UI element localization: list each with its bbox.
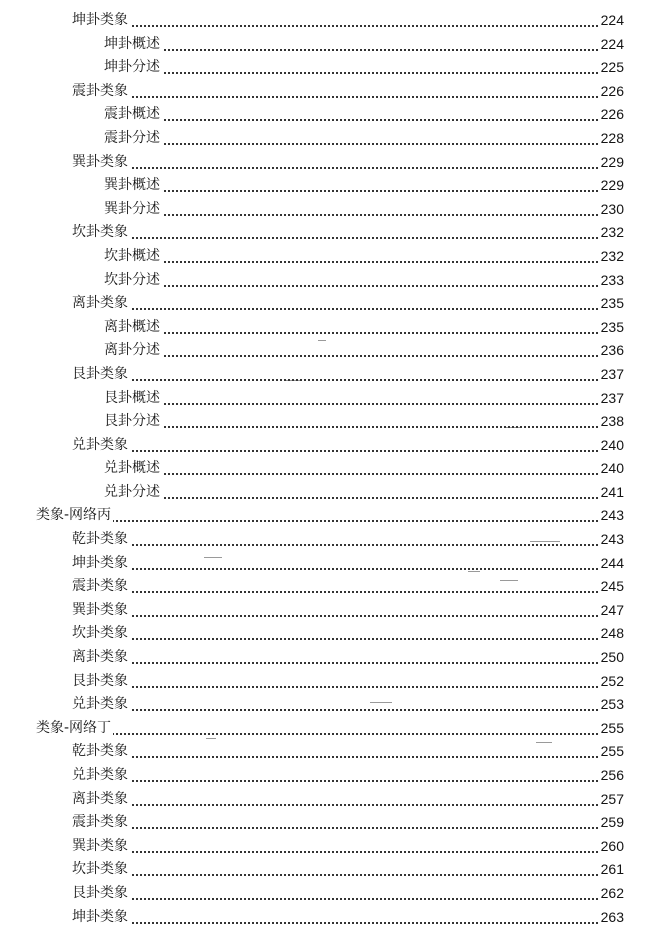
toc-entry-title: 坤卦类象	[72, 552, 130, 576]
toc-entry	[0, 363, 646, 387]
toc-entry	[0, 151, 646, 175]
dot-leader	[72, 851, 622, 853]
toc-entry	[0, 717, 646, 741]
toc-entry	[0, 387, 646, 411]
toc-entry-title: 兑卦类象	[72, 434, 130, 458]
toc-entry	[0, 552, 646, 576]
toc-entry-page: 240	[599, 434, 624, 458]
toc-entry-title: 震卦类象	[72, 575, 130, 599]
dot-leader	[72, 167, 622, 169]
dot-leader	[72, 96, 622, 98]
toc-entry	[0, 174, 646, 198]
toc-entry-page: 260	[599, 835, 624, 859]
toc-entry-page: 255	[599, 717, 624, 741]
toc-entry-page: 261	[599, 858, 624, 882]
toc-entry-page: 230	[599, 198, 624, 222]
toc-entry	[0, 316, 646, 340]
toc-entry-title: 坤卦概述	[104, 33, 162, 57]
toc-entry	[0, 481, 646, 505]
dot-leader	[72, 568, 622, 570]
toc-entry	[0, 528, 646, 552]
dot-leader	[72, 308, 622, 310]
toc-entry-page: 250	[599, 646, 624, 670]
toc-entry	[0, 245, 646, 269]
toc-entry-page: 263	[599, 906, 624, 930]
dot-leader	[104, 497, 622, 499]
toc-entry-title: 震卦分述	[104, 127, 162, 151]
scan-artifact	[468, 571, 480, 572]
dot-leader	[72, 662, 622, 664]
scan-artifact	[204, 557, 222, 558]
dot-leader	[104, 119, 622, 121]
toc-entry-page: 226	[599, 80, 624, 104]
toc-entry-page: 243	[599, 528, 624, 552]
toc-entry-page: 235	[599, 316, 624, 340]
toc-entry-page: 238	[599, 410, 624, 434]
toc-entry-title: 离卦概述	[104, 316, 162, 340]
toc-entry-page: 259	[599, 811, 624, 835]
toc-entry-page: 253	[599, 693, 624, 717]
toc-entry-title: 巽卦类象	[72, 151, 130, 175]
toc-entry-title: 兑卦类象	[72, 764, 130, 788]
dot-leader	[104, 190, 622, 192]
toc-entry-page: 233	[599, 269, 624, 293]
toc-entry-page: 225	[599, 56, 624, 80]
toc-entry	[0, 33, 646, 57]
dot-leader	[104, 72, 622, 74]
toc-entry-title: 坤卦类象	[72, 906, 130, 930]
toc-entry-title: 坤卦类象	[72, 9, 130, 33]
toc-entry-page: 243	[599, 504, 624, 528]
toc-entry-title: 坎卦类象	[72, 622, 130, 646]
scan-artifact	[206, 738, 216, 739]
toc-entry	[0, 575, 646, 599]
toc-entry-page: 224	[599, 33, 624, 57]
toc-entry-title: 巽卦类象	[72, 835, 130, 859]
toc-entry-title: 艮卦类象	[72, 882, 130, 906]
scan-artifact	[500, 580, 518, 581]
toc-entry-title: 艮卦类象	[72, 670, 130, 694]
dot-leader	[72, 827, 622, 829]
toc-entry	[0, 434, 646, 458]
toc-entry-title: 震卦类象	[72, 80, 130, 104]
toc-entry	[0, 339, 646, 363]
toc-entry-title: 坤卦分述	[104, 56, 162, 80]
toc-entry	[0, 80, 646, 104]
dot-leader	[72, 756, 622, 758]
dot-leader	[72, 898, 622, 900]
toc-entry-page: 235	[599, 292, 624, 316]
toc-entry	[0, 457, 646, 481]
toc-entry-page: 241	[599, 481, 624, 505]
toc-entry-page: 248	[599, 622, 624, 646]
toc-entry-title: 艮卦概述	[104, 387, 162, 411]
dot-leader	[72, 780, 622, 782]
toc-entry	[0, 788, 646, 812]
dot-leader	[72, 544, 622, 546]
dot-leader	[72, 450, 622, 452]
toc-entry-title: 艮卦类象	[72, 363, 130, 387]
toc-entry-page: 236	[599, 339, 624, 363]
toc-entry	[0, 764, 646, 788]
toc-entry-title: 震卦概述	[104, 103, 162, 127]
toc-entry-page: 257	[599, 788, 624, 812]
toc-entry-title: 震卦类象	[72, 811, 130, 835]
toc-entry-page: 224	[599, 9, 624, 33]
dot-leader	[72, 25, 622, 27]
dot-leader	[104, 214, 622, 216]
toc-entry	[0, 9, 646, 33]
dot-leader	[72, 591, 622, 593]
toc-entry-page: 228	[599, 127, 624, 151]
toc-entry-title: 巽卦分述	[104, 198, 162, 222]
toc-entry-page: 237	[599, 387, 624, 411]
toc-entry	[0, 811, 646, 835]
dot-leader	[104, 143, 622, 145]
dot-leader	[36, 733, 622, 735]
dot-leader	[72, 709, 622, 711]
scan-artifact	[530, 541, 560, 542]
toc-entry	[0, 56, 646, 80]
dot-leader	[72, 686, 622, 688]
toc-entry	[0, 622, 646, 646]
toc-entry-page: 244	[599, 552, 624, 576]
dot-leader	[72, 874, 622, 876]
toc-entry-title: 离卦类象	[72, 788, 130, 812]
toc-entry-title: 类象-网络丁	[36, 717, 113, 741]
toc-entry-title: 艮卦分述	[104, 410, 162, 434]
dot-leader	[104, 261, 622, 263]
toc-entry-page: 226	[599, 103, 624, 127]
toc-entry-page: 245	[599, 575, 624, 599]
dot-leader	[104, 426, 622, 428]
toc-entry-page: 256	[599, 764, 624, 788]
toc-entry-title: 兑卦分述	[104, 481, 162, 505]
toc-entry-title: 坎卦类象	[72, 858, 130, 882]
dot-leader	[104, 473, 622, 475]
toc-entry	[0, 410, 646, 434]
toc-entry-title: 坎卦分述	[104, 269, 162, 293]
toc-entry-title: 兑卦概述	[104, 457, 162, 481]
dot-leader	[104, 332, 622, 334]
toc-entry	[0, 599, 646, 623]
toc-entry	[0, 882, 646, 906]
toc-entry	[0, 693, 646, 717]
toc-entry-title: 离卦类象	[72, 646, 130, 670]
toc-entry-title: 坎卦类象	[72, 221, 130, 245]
dot-leader	[72, 922, 622, 924]
table-of-contents	[0, 9, 646, 929]
toc-entry-title: 乾卦类象	[72, 740, 130, 764]
dot-leader	[36, 520, 622, 522]
toc-entry-title: 巽卦概述	[104, 174, 162, 198]
toc-entry	[0, 835, 646, 859]
scan-artifact	[318, 340, 326, 341]
toc-entry-title: 离卦类象	[72, 292, 130, 316]
toc-entry-page: 229	[599, 151, 624, 175]
toc-entry	[0, 103, 646, 127]
dot-leader	[72, 237, 622, 239]
scan-artifact	[536, 742, 552, 743]
toc-entry-page: 247	[599, 599, 624, 623]
toc-entry	[0, 221, 646, 245]
toc-entry	[0, 269, 646, 293]
toc-entry-page: 240	[599, 457, 624, 481]
toc-entry	[0, 646, 646, 670]
dot-leader	[72, 379, 622, 381]
toc-entry-page: 232	[599, 245, 624, 269]
dot-leader	[104, 355, 622, 357]
scan-artifact	[370, 702, 392, 703]
toc-entry	[0, 906, 646, 930]
dot-leader	[104, 403, 622, 405]
toc-entry-page: 255	[599, 740, 624, 764]
toc-entry	[0, 127, 646, 151]
dot-leader	[72, 638, 622, 640]
toc-entry-page: 262	[599, 882, 624, 906]
toc-entry	[0, 858, 646, 882]
toc-entry	[0, 504, 646, 528]
dot-leader	[104, 49, 622, 51]
toc-entry-page: 229	[599, 174, 624, 198]
dot-leader	[104, 285, 622, 287]
toc-entry-title: 类象-网络丙	[36, 504, 113, 528]
toc-entry	[0, 292, 646, 316]
toc-entry-title: 乾卦类象	[72, 528, 130, 552]
toc-entry-title: 巽卦类象	[72, 599, 130, 623]
toc-entry	[0, 740, 646, 764]
toc-entry	[0, 670, 646, 694]
toc-entry-page: 237	[599, 363, 624, 387]
toc-entry-title: 兑卦类象	[72, 693, 130, 717]
toc-entry-title: 离卦分述	[104, 339, 162, 363]
toc-entry-title: 坎卦概述	[104, 245, 162, 269]
dot-leader	[72, 804, 622, 806]
toc-entry-page: 252	[599, 670, 624, 694]
dot-leader	[72, 615, 622, 617]
toc-entry	[0, 198, 646, 222]
toc-entry-page: 232	[599, 221, 624, 245]
